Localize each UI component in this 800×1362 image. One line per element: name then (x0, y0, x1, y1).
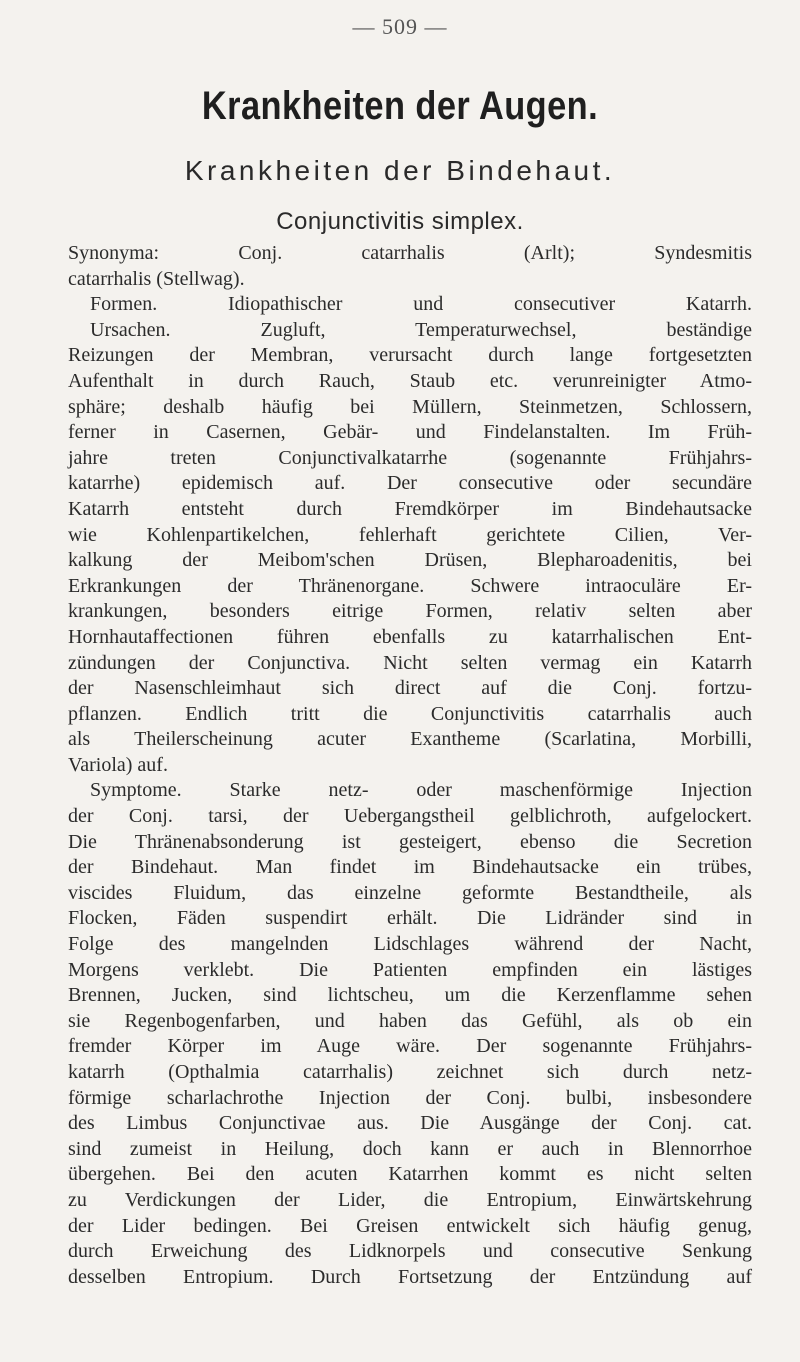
text-line: viscides Fluidum, das einzelne geformte Bestandtheile, als (68, 881, 752, 904)
text-line: desselben Entropium. Durch Fortsetzung der Entzündung auf (68, 1265, 752, 1288)
text-line: Flocken, Fäden suspendirt erhält. Die Lidränder sind in (68, 907, 752, 930)
text-line: jahre treten Conjunctivalkatarrhe (sogenannte Frühjahrs- (68, 446, 752, 469)
page-number: — 509 — (352, 14, 448, 39)
text-line: Synonyma: Conj. catarrhalis (Arlt); Syndesmitis (68, 242, 752, 264)
text-line: Variola) auf. (68, 753, 168, 776)
body-text (68, 241, 752, 1290)
text-line: fremder Körper im Auge wäre. Der sogenannte Frühjahrs- (68, 1035, 752, 1058)
text-line: Hornhautaffectionen führen ebenfalls zu katarrhalischen Ent- (68, 625, 752, 648)
chapter-title: Krankheiten der Augen. (201, 84, 599, 128)
text-line: der Bindehaut. Man findet im Bindehautsacke ein trübes, (68, 856, 752, 879)
text-line: der Nasenschleimhaut sich direct auf die Conj. fortzu- (68, 677, 752, 700)
text-line: durch Erweichung des Lidknorpels und consecutive Senkung (68, 1240, 752, 1263)
text-line: Erkrankungen der Thränenorgane. Schwere intraoculäre Er- (68, 574, 752, 597)
text-line: Reizungen der Membran, verursacht durch lange fortgesetzten (68, 344, 752, 367)
text-line: krankungen, besonders eitrige Formen, relativ selten aber (68, 600, 752, 623)
text-line: catarrhalis (Stellwag). (68, 267, 245, 290)
text-line: kalkung der Meibom'schen Drüsen, Blepharoadenitis, bei (68, 549, 752, 572)
text-line: sind zumeist in Heilung, doch kann er auch in Blennorrhoe (68, 1137, 752, 1160)
text-line: Symptome. Starke netz- oder maschenförmige Injection (90, 779, 752, 802)
text-line: zu Verdickungen der Lider, die Entropium, Einwärtskehrung (68, 1188, 752, 1211)
text-line: als Theilerscheinung acuter Exantheme (Scarlatina, Morbilli, (68, 728, 752, 751)
text-line: pflanzen. Endlich tritt die Conjunctivitis catarrhalis auch (68, 702, 752, 725)
text-line: förmige scharlachrothe Injection der Conj. bulbi, insbesondere (68, 1086, 752, 1109)
text-line: katarrhe) epidemisch auf. Der consecutive oder secundäre (68, 472, 752, 495)
text-line: ferner in Casernen, Gebär- und Findelanstalten. Im Früh- (68, 421, 752, 444)
text-line: des Limbus Conjunctivae aus. Die Ausgänge der Conj. cat. (68, 1112, 752, 1135)
text-line: der Conj. tarsi, der Uebergangstheil gelblichroth, aufgelockert. (68, 805, 752, 828)
text-line: der Lider bedingen. Bei Greisen entwickelt sich häufig genug, (68, 1214, 752, 1237)
text-line: Formen. Idiopathischer und consecutiver Katarrh. (90, 293, 752, 316)
text-line: Folge des mangelnden Lidschlages während der Nacht, (68, 933, 752, 956)
text-line: Morgens verklebt. Die Patienten empfinden ein lästiges (68, 958, 752, 981)
text-line: übergehen. Bei den acuten Katarrhen kommt es nicht selten (68, 1163, 752, 1186)
text-line: Aufenthalt in durch Rauch, Staub etc. verunreinigter Atmo- (68, 369, 752, 392)
text-line: zündungen der Conjunctiva. Nicht selten vermag ein Katarrh (68, 651, 752, 674)
text-line: Die Thränenabsonderung ist gesteigert, ebenso die Secretion (68, 830, 752, 853)
text-line: Ursachen. Zugluft, Temperaturwechsel, beständige (90, 318, 752, 341)
text-line: wie Kohlenpartikelchen, fehlerhaft gerichtete Cilien, Ver- (68, 523, 752, 546)
text-line: sie Regenbogenfarben, und haben das Gefühl, als ob ein (68, 1009, 752, 1032)
section-title: Krankheiten der Bindehaut. (184, 155, 616, 186)
subsection-title: Conjunctivitis simplex. (276, 208, 524, 235)
text-line: Katarrh entsteht durch Fremdkörper im Bindehautsacke (68, 497, 752, 520)
text-line: Brennen, Jucken, sind lichtscheu, um die Kerzenflamme sehen (68, 984, 752, 1007)
text-line: sphäre; deshalb häufig bei Müllern, Steinmetzen, Schlossern, (68, 395, 752, 418)
text-line: katarrh (Opthalmia catarrhalis) zeichnet sich durch netz- (68, 1061, 752, 1083)
